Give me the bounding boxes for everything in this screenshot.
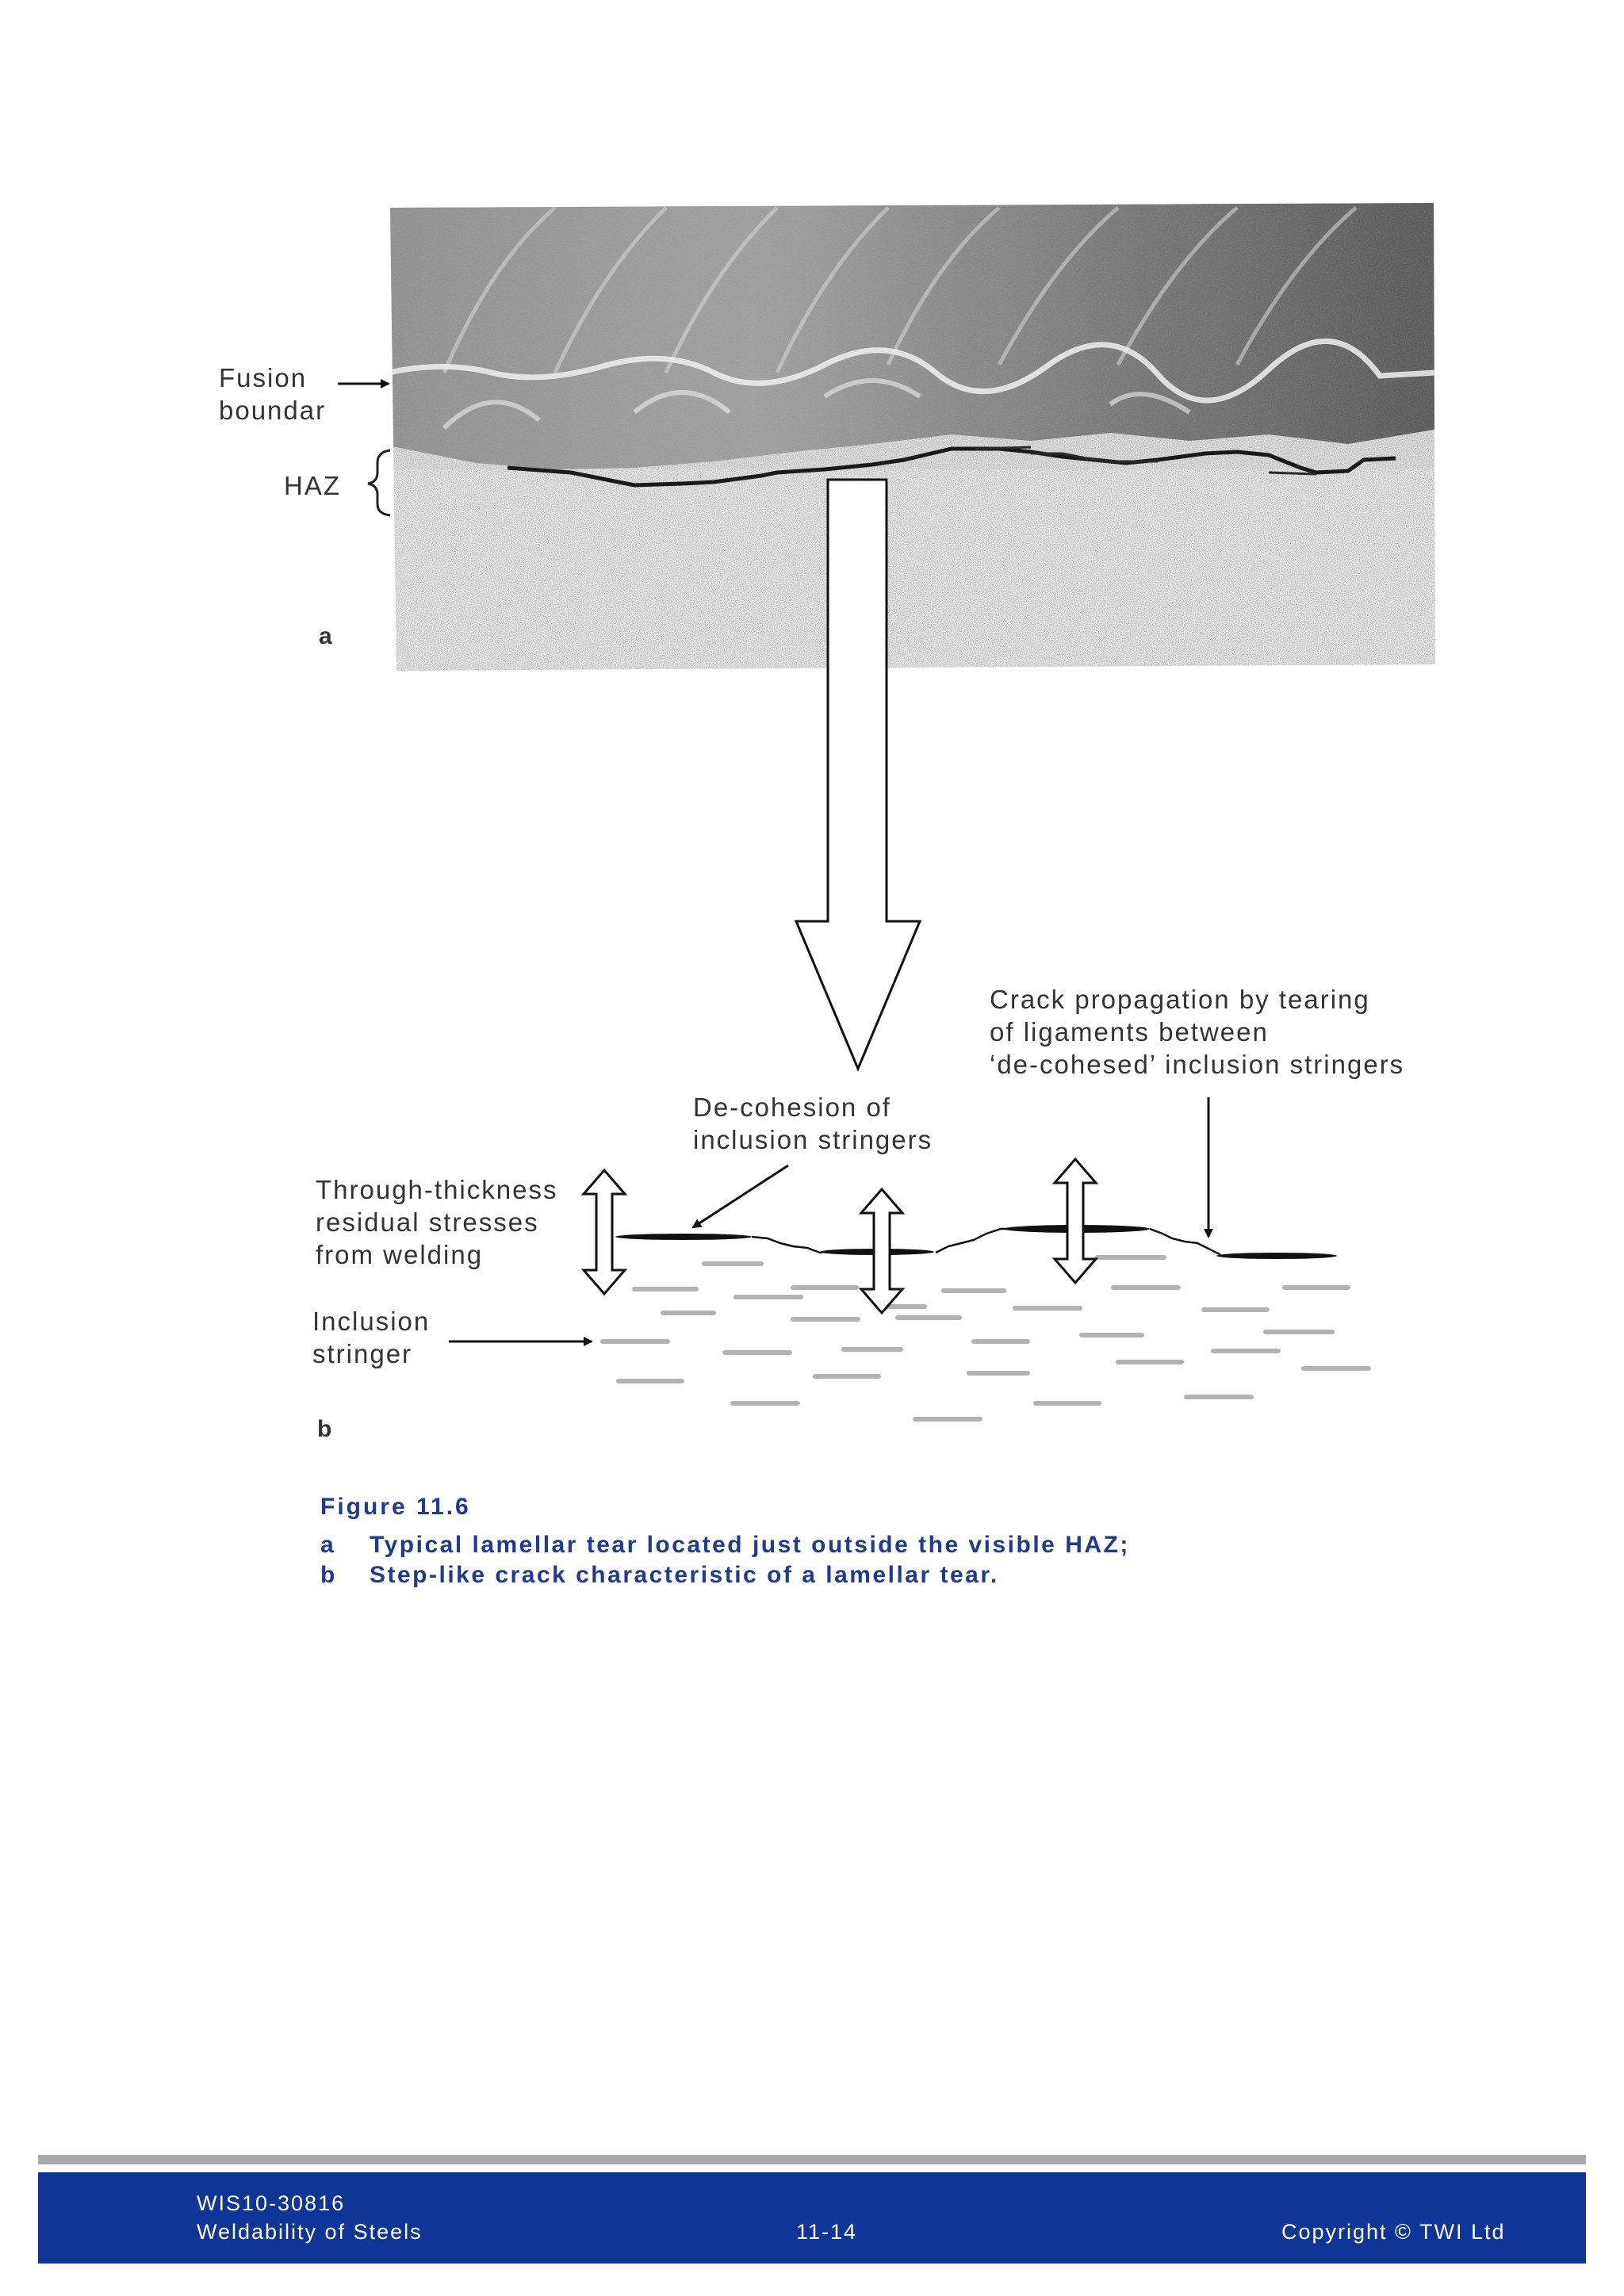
crack-propagation-label	[990, 983, 1404, 1081]
footer-divider	[38, 2155, 1586, 2164]
caption-item-a	[320, 1532, 1130, 1559]
lamellar-tear-micrograph	[381, 198, 1443, 674]
inclusion-label-line-2: stringer	[312, 1339, 413, 1368]
page-footer	[38, 2172, 1586, 2263]
decohesion-label-line-1: De-cohesion of	[693, 1093, 891, 1122]
fusion-label-line-1: Fusion	[219, 363, 308, 392]
haz-label: HAZ	[284, 471, 341, 500]
fusion-boundary-label	[219, 362, 326, 427]
caption-item-b-letter: b	[320, 1562, 337, 1588]
decohesed-stringers	[615, 1225, 1337, 1259]
stress-label-line-3: from welding	[316, 1240, 484, 1269]
crack-label-line-3: ‘de-cohesed’ inclusion stringers	[990, 1050, 1405, 1079]
inclusion-stringers	[603, 1257, 1369, 1419]
footer-copyright: Copyright © TWI Ltd	[1281, 2220, 1506, 2244]
footer-page-number: 11-14	[796, 2220, 858, 2244]
panel-a-letter: a	[319, 623, 332, 649]
decohesion-label-line-2: inclusion stringers	[693, 1125, 933, 1154]
inclusion-stringer-label	[312, 1305, 430, 1370]
inclusion-label-line-1: Inclusion	[312, 1307, 431, 1336]
footer-doc-code: WIS10-30816	[197, 2191, 346, 2215]
footer-doc-title: Weldability of Steels	[197, 2220, 423, 2244]
stress-label-line-2: residual stresses	[316, 1207, 539, 1237]
figure-caption-title: Figure 11.6	[320, 1494, 471, 1520]
caption-item-b	[320, 1562, 999, 1589]
step-crack	[752, 1229, 1221, 1256]
residual-stress-label	[316, 1173, 557, 1271]
decohesion-label	[693, 1091, 933, 1156]
caption-item-b-text: Step-like crack characteristic of a lamellar tear.	[370, 1562, 999, 1588]
fusion-label-line-2: boundar	[219, 396, 327, 425]
crack-label-line-1: Crack propagation by tearing	[990, 985, 1370, 1014]
crack-label-line-2: of ligaments between	[990, 1017, 1269, 1047]
caption-item-a-text: Typical lamellar tear located just outside the visible HAZ;	[370, 1532, 1130, 1558]
panel-b-letter: b	[317, 1416, 332, 1442]
stress-label-line-1: Through-thickness	[316, 1175, 558, 1204]
caption-item-a-letter: a	[320, 1532, 336, 1558]
